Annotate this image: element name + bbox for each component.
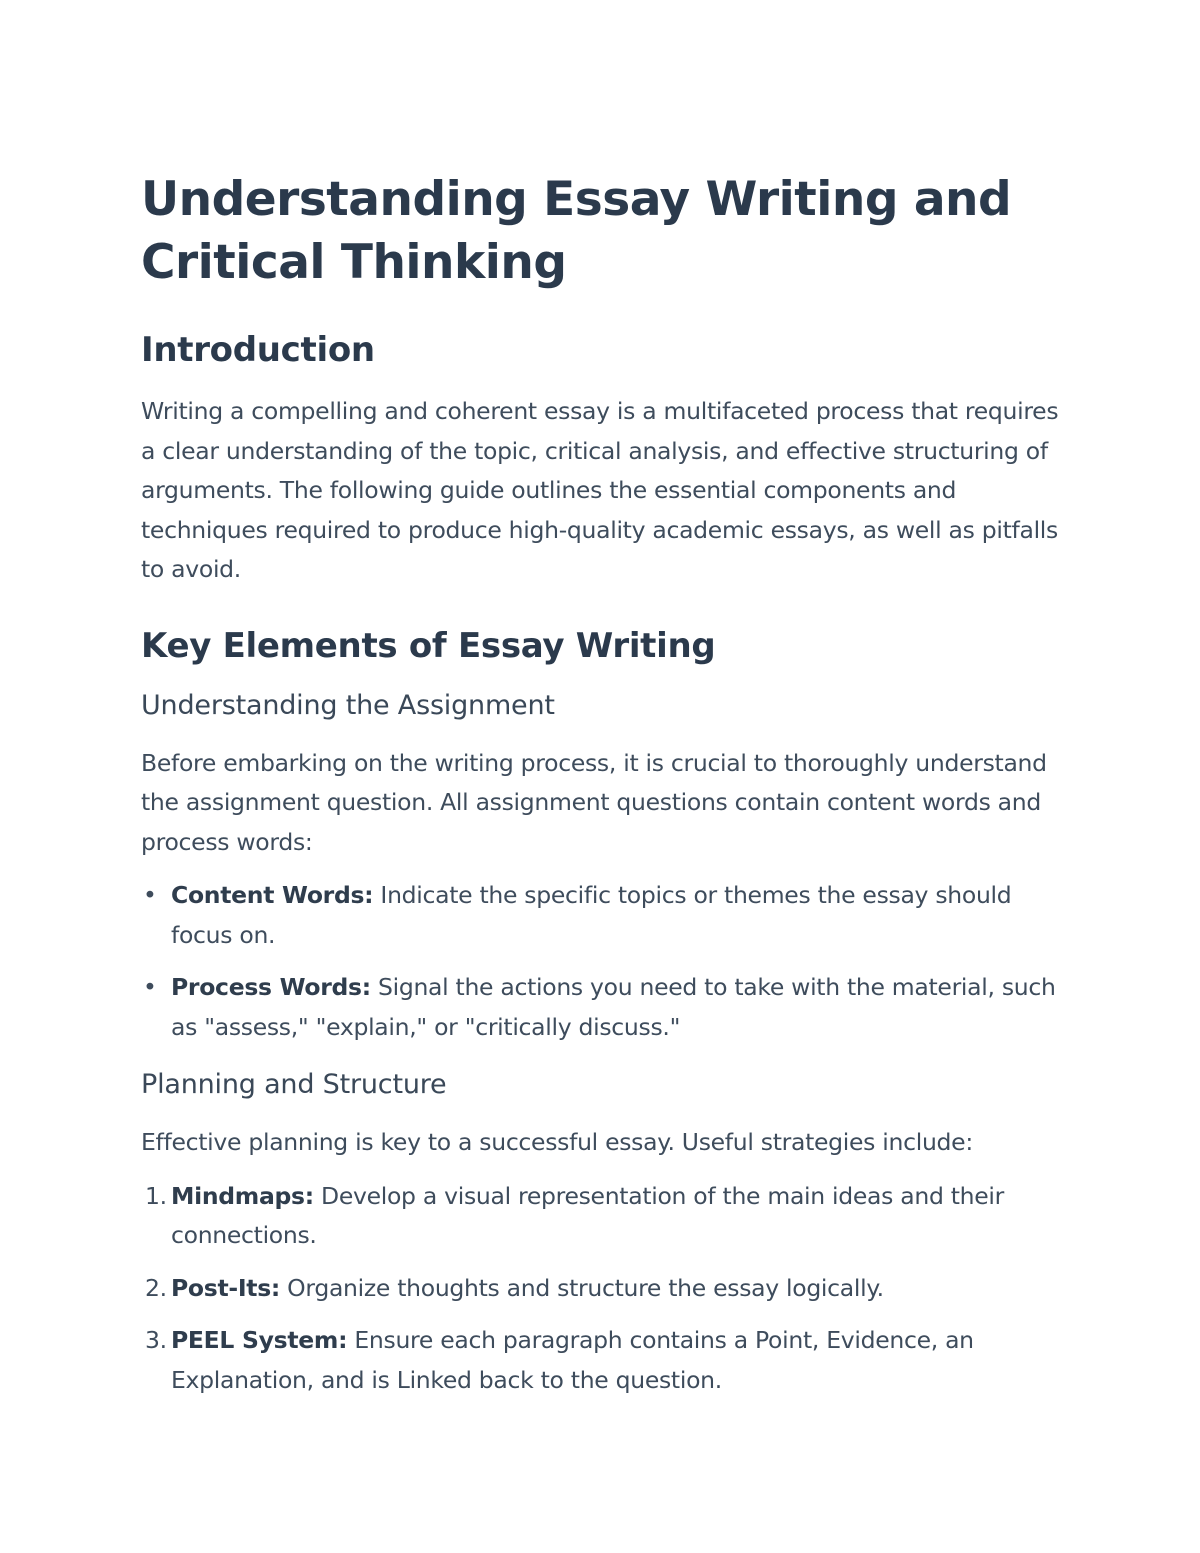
bullet-icon: •: [143, 881, 157, 909]
list-item: [141, 876, 1061, 955]
list-number: 2.: [145, 1273, 167, 1302]
list-item-term: Content Words:: [171, 881, 374, 909]
document-title: Understanding Essay Writing and Critical Thinking: [141, 172, 1012, 290]
list-item-term: PEEL System:: [171, 1326, 348, 1354]
planning-paragraph: Effective planning is key to a successful essay. Useful strategies include:: [141, 1128, 973, 1156]
list-item: [141, 1269, 1061, 1309]
subheading-understanding-assignment: Understanding the Assignment: [141, 689, 555, 721]
bullet-icon: •: [143, 973, 157, 1001]
list-item-term: Process Words:: [171, 973, 371, 1001]
list-item-text: Ensure each paragraph contains a Point, Evidence, an Explanation, and is Linked back to the question.: [171, 1326, 974, 1394]
list-item-text: Signal the actions you need to take with the material, such as "assess," "explain," or "critically discuss.": [171, 973, 1056, 1041]
list-item-text: Indicate the specific topics or themes the essay should focus on.: [171, 881, 1012, 949]
assignment-paragraph: Before embarking on the writing process, it is crucial to thoroughly understand the assignment question. All assignment questions contain content words and process words:: [141, 748, 1047, 856]
section-heading-introduction: Introduction: [141, 330, 375, 370]
list-item-text: Develop a visual representation of the main ideas and their connections.: [171, 1181, 1005, 1249]
list-item-text: Organize thoughts and structure the essay logically.: [280, 1273, 884, 1302]
word-types-list: [141, 876, 1061, 1047]
section-heading-key-elements: Key Elements of Essay Writing: [141, 625, 716, 666]
list-item: [141, 968, 1061, 1047]
list-number: 3.: [145, 1326, 167, 1354]
introduction-paragraph: Writing a compelling and coherent essay is a multifaceted process that requires a clear understanding of the topic, critical analysis, and effective structuring of arguments. The following guide outlines the essential components and techniques required to produce high-quality academic essays, as well as pitfalls to avoid.: [141, 397, 1059, 583]
list-item-term: Post-Its:: [171, 1273, 281, 1302]
list-number: 1.: [145, 1181, 167, 1210]
list-item: [141, 1177, 1061, 1256]
subheading-planning-structure: Planning and Structure: [141, 1069, 447, 1100]
list-item-term: Mindmaps:: [171, 1181, 314, 1210]
strategies-list: [141, 1177, 1061, 1401]
document-page: [141, 168, 1061, 1400]
list-item: [141, 1321, 1061, 1400]
